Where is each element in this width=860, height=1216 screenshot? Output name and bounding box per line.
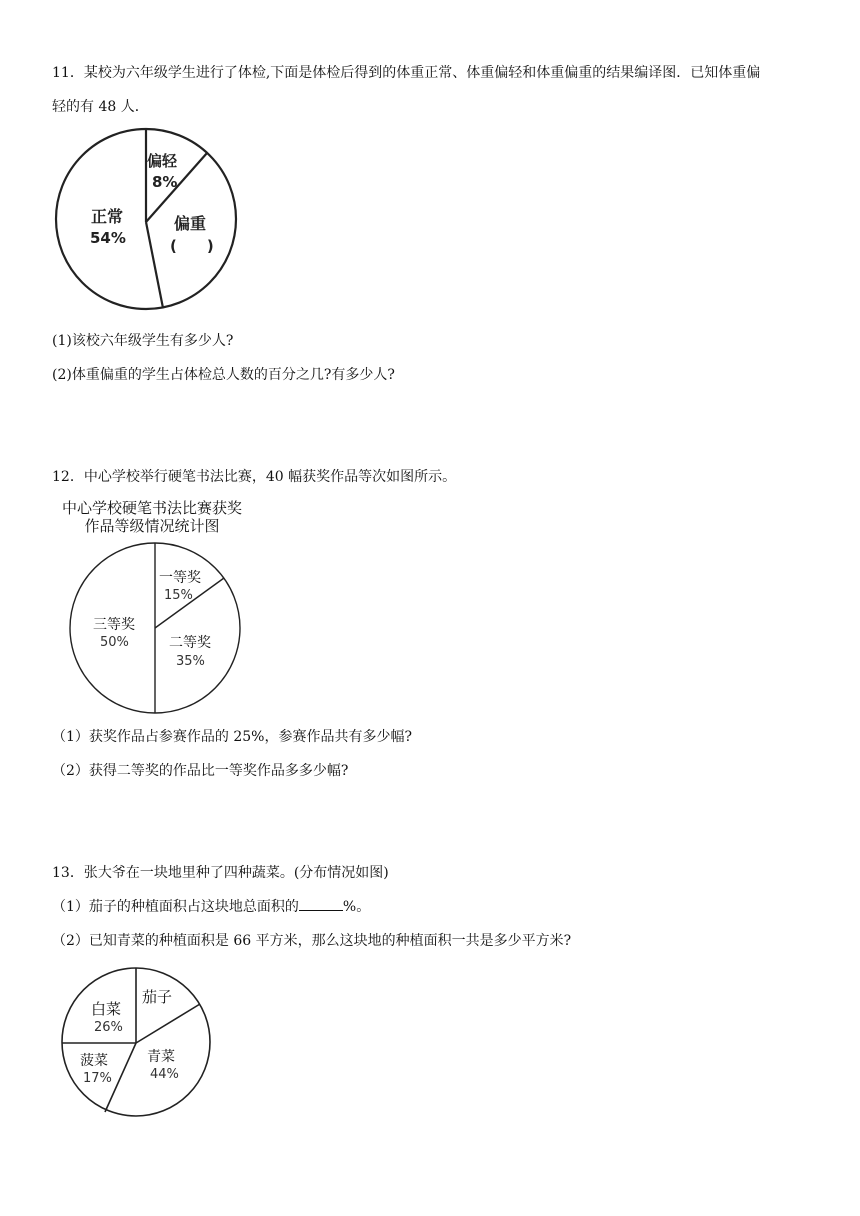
q11-subquestion-1: (1)该校六年级学生有多少人?	[52, 333, 234, 349]
q13-answer-blank	[299, 898, 343, 911]
q13-divider-eggplant	[136, 1004, 200, 1043]
q13-value-greens: 44%	[150, 1067, 179, 1082]
q13-text-line1: 13．张大爷在一块地里种了四种蔬菜。(分布情况如图)	[52, 865, 389, 881]
q13-subquestion-1	[52, 896, 370, 916]
q13-sub1-before: （1）茄子的种植面积占这块地总面积的	[52, 899, 299, 915]
q11-label-heavy: 偏重	[174, 214, 207, 233]
q13-sub1-after: %。	[342, 899, 371, 915]
q13-label-spinach: 菠菜	[80, 1053, 108, 1069]
q13-pie-chart	[58, 964, 214, 1120]
q11-divider-normal	[146, 222, 163, 308]
q11-value-light: 8%	[152, 173, 178, 191]
q12-pie-chart	[52, 496, 262, 718]
q12-label-first: 一等奖	[159, 570, 201, 586]
q12-value-third: 50%	[100, 635, 129, 650]
q12-subquestion-2: （2）获得二等奖的作品比一等奖作品多多少幅?	[52, 763, 349, 779]
q13-value-spinach: 17%	[83, 1071, 112, 1086]
q13-value-cabbage: 26%	[94, 1020, 123, 1035]
q11-label-normal: 正常	[91, 207, 124, 226]
q11-label-light: 偏轻	[147, 152, 178, 170]
q12-subquestion-1: （1）获奖作品占参赛作品的 25%，参赛作品共有多少幅?	[52, 729, 412, 745]
q12-chart-title: 中心学校硬笔书法比赛获奖	[61, 499, 243, 517]
q11-text-line1: 11．某校为六年级学生进行了体检,下面是体检后得到的体重正常、体重偏轻和体重偏重的结果编译图．已知体重偏	[52, 65, 761, 81]
q13-subquestion-2: （2）已知青菜的种植面积是 66 平方米，那么这块地的种植面积一共是多少平方米?	[52, 933, 572, 949]
q13-label-eggplant: 茄子	[142, 988, 173, 1006]
q12-value-second: 35%	[176, 654, 205, 669]
q12-label-second: 二等奖	[169, 635, 211, 651]
q11-pie-chart	[50, 126, 244, 312]
q12-text-line1: 12．中心学校举行硬笔书法比赛，40 幅获奖作品等次如图所示。	[52, 469, 457, 485]
q12-label-third: 三等奖	[93, 617, 135, 633]
q13-label-cabbage: 白菜	[91, 1000, 122, 1018]
q11-subquestion-2: (2)体重偏重的学生占体检总人数的百分之几?有多少人?	[52, 367, 395, 383]
q13-label-greens: 青菜	[147, 1049, 175, 1065]
q11-value-normal: 54%	[90, 229, 126, 247]
q11-value-heavy: ( )	[170, 237, 214, 255]
q12-value-first: 15%	[164, 588, 193, 603]
q12-chart-subtitle: 作品等级情况统计图	[84, 517, 220, 535]
q11-text-line2: 轻的有 48 人．	[52, 99, 149, 115]
